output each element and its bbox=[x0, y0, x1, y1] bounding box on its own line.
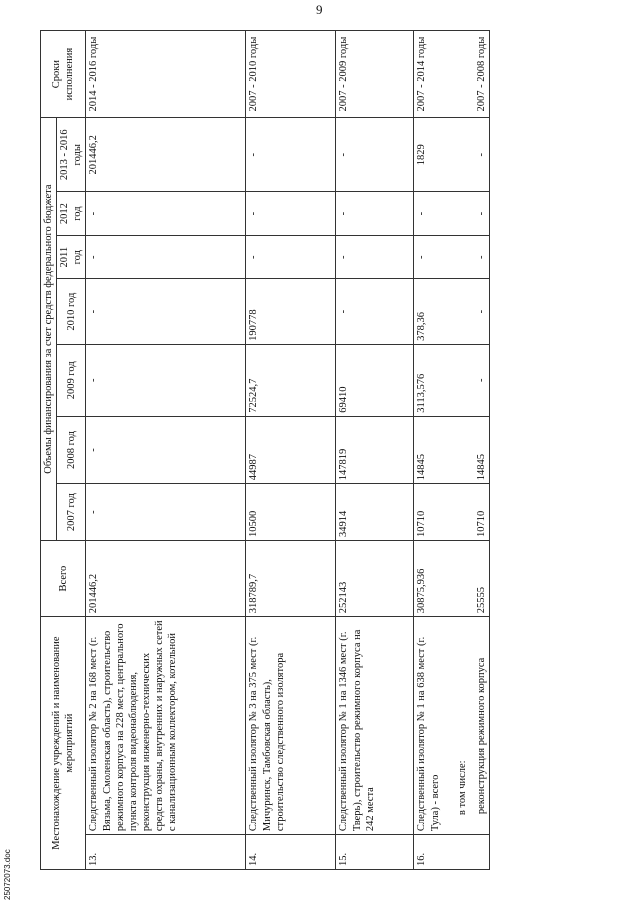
row-value: - bbox=[246, 118, 336, 192]
header-total: Всего bbox=[41, 540, 86, 616]
row-name: Следственный изолятор № 1 на 1346 мест (г. Тверь), строительство режимного корпуса на 242 места bbox=[336, 617, 414, 835]
row-number: 13. bbox=[86, 835, 246, 870]
row-total: 252143 bbox=[336, 540, 414, 616]
table-row bbox=[86, 31, 246, 870]
header-deadline: Сроки исполнения bbox=[41, 31, 86, 118]
row-value: - bbox=[414, 192, 474, 236]
row-value: - bbox=[86, 192, 246, 236]
row-number bbox=[474, 835, 490, 870]
header-year: 2013 - 2016 годы bbox=[57, 118, 86, 192]
row-number: 16. bbox=[414, 835, 474, 870]
subrow-value: - bbox=[474, 192, 490, 236]
row-value: 1829 bbox=[414, 118, 474, 192]
row-value: 34914 bbox=[336, 484, 414, 541]
subrow-value: - bbox=[474, 235, 490, 279]
row-value: 190778 bbox=[246, 279, 336, 344]
row-value: 10500 bbox=[246, 484, 336, 541]
row-value: - bbox=[86, 344, 246, 416]
subrow-value: 14845 bbox=[474, 416, 490, 484]
page-number: 9 bbox=[316, 2, 323, 17]
row-value: - bbox=[414, 235, 474, 279]
row-number: 15. bbox=[336, 835, 414, 870]
funding-table bbox=[40, 30, 490, 870]
table-row bbox=[336, 31, 414, 870]
header-year: 2011 год bbox=[57, 235, 86, 279]
subrow-value: - bbox=[474, 344, 490, 416]
row-value: - bbox=[86, 235, 246, 279]
header-year: 2010 год bbox=[57, 279, 86, 344]
subrow-value: 10710 bbox=[474, 484, 490, 541]
table-row bbox=[246, 31, 336, 870]
row-value: 3113,576 bbox=[414, 344, 474, 416]
row-value: 147819 bbox=[336, 416, 414, 484]
row-value: 69410 bbox=[336, 344, 414, 416]
footer-filename bbox=[0, 810, 22, 900]
row-value: - bbox=[336, 235, 414, 279]
row-name-text: Следственный изолятор № 1 на 638 мест (г. Тула) - всего bbox=[416, 636, 441, 832]
subrow-name: реконструкция режимного корпуса bbox=[474, 617, 490, 835]
footer-filename-text: 25072073.doc bbox=[3, 849, 12, 900]
row-value: - bbox=[246, 192, 336, 236]
row-value: 14845 bbox=[414, 416, 474, 484]
row-value: 72524,7 bbox=[246, 344, 336, 416]
row-value: - bbox=[86, 279, 246, 344]
row-term: 2007 - 2009 годы bbox=[336, 31, 414, 118]
header-row-1 bbox=[41, 31, 57, 870]
header-year: 2012 год bbox=[57, 192, 86, 236]
table-row bbox=[414, 31, 474, 870]
row-term: 2007 - 2010 годы bbox=[246, 31, 336, 118]
header-year: 2008 год bbox=[57, 416, 86, 484]
subrow-term: 2007 - 2008 годы bbox=[474, 31, 490, 118]
subrow-total: 25555 bbox=[474, 540, 490, 616]
row-name bbox=[414, 617, 474, 835]
row-name: Следственный изолятор № 2 на 168 мест (г. Вязьма, Смоленская область), строительство режимного корпуса на 228 мест, центрального пункта контроля видеонаблюдения, реконструкция инженерно-технических средств охраны, внутренних и наружных сетей с канализационным коллектором, котельной bbox=[86, 617, 246, 835]
row-total: 318789,7 bbox=[246, 540, 336, 616]
header-year: 2009 год bbox=[57, 344, 86, 416]
row-value: - bbox=[336, 118, 414, 192]
table-subrow bbox=[474, 31, 490, 870]
row-number: 14. bbox=[246, 835, 336, 870]
row-value: - bbox=[336, 192, 414, 236]
row-term: 2007 - 2014 годы bbox=[414, 31, 474, 118]
row-value: - bbox=[246, 235, 336, 279]
row-name: Следственный изолятор № 3 на 375 мест (г. Мичуринск, Тамбовская область), строительство следственного изолятора bbox=[246, 617, 336, 835]
header-funding: Объемы финансирования за счет средств федерального бюджета bbox=[41, 118, 57, 541]
row-value: 201446,2 bbox=[86, 118, 246, 192]
rotated-table-container bbox=[40, 30, 620, 870]
subrow-value: - bbox=[474, 279, 490, 344]
row-value: 378,36 bbox=[414, 279, 474, 344]
row-term: 2014 - 2016 годы bbox=[86, 31, 246, 118]
row-total: 201446,2 bbox=[86, 540, 246, 616]
row-total: 30875,936 bbox=[414, 540, 474, 616]
subrow-value: - bbox=[474, 118, 490, 192]
row-value: 44987 bbox=[246, 416, 336, 484]
row-value: - bbox=[86, 484, 246, 541]
row-value: - bbox=[86, 416, 246, 484]
row-value: 10710 bbox=[414, 484, 474, 541]
row-value: - bbox=[336, 279, 414, 344]
header-year: 2007 год bbox=[57, 484, 86, 541]
header-location: Местонахождение учреждений и наименование мероприятий bbox=[41, 617, 86, 870]
sub-label: в том числе: bbox=[456, 760, 468, 816]
